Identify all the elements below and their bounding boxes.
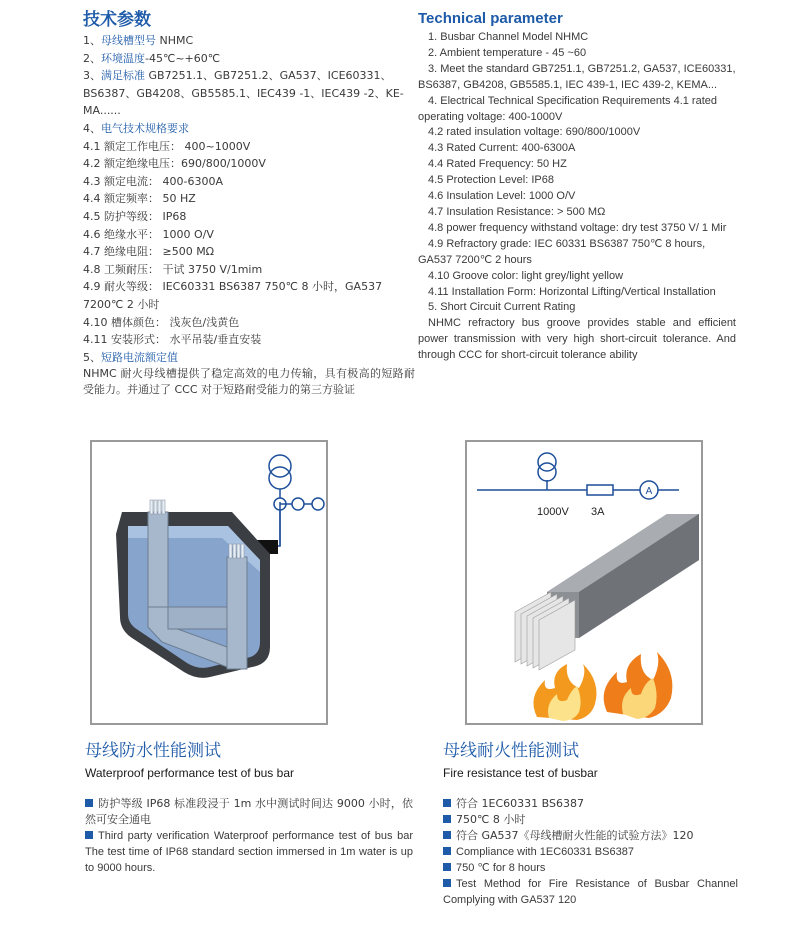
fire-caption-zh: 母线耐火性能测试 [443, 741, 579, 761]
note-item: Third party verification Waterproof performance test of bus bar The test time of IP68 standard section immersed in 1m water is up to 9000 hours. [85, 830, 413, 874]
left-paragraph: NHMC 耐火母线槽提供了稳定高效的电力传输，具有极高的短路耐受能力。并通过了 CCC 对于短路耐受能力的第三方验证 [83, 367, 415, 397]
spec-line-en: 5. Short Circuit Current Rating [428, 301, 576, 314]
waterproof-notes [85, 796, 413, 876]
square-bullet-icon [85, 831, 93, 839]
section-title-zh: 技术参数 [83, 10, 151, 30]
spec-line-en: 4. Electrical Technical Specification Requirements 4.1 rated operating voltage: 400-1000V [418, 94, 718, 123]
spec-line-en: 4.8 power frequency withstand voltage: dry test 3750 V/ 1 Mir [428, 221, 727, 234]
spec-line-en: 4.7 Insulation Resistance: > 500 MΩ [428, 205, 606, 218]
spec-line: 4.2 额定绝缘电压：690/800/1000V [83, 157, 266, 171]
current-label: 3A [591, 506, 605, 518]
spec-line-en: 4.2 rated insulation voltage: 690/800/1000V [428, 126, 641, 139]
note-item: Test Method for Fire Resistance of Busbar Channel Complying with GA537 120 [443, 878, 738, 906]
fire-notes [443, 796, 738, 908]
left-items [83, 32, 415, 138]
param-item: 2、环境温度-45℃~+60℃ [83, 51, 221, 65]
param-item: 3、满足标准 GB7251.1、GB7251.2、GA537、ICE60331、BS6387、GB4208、GB5585.1、IEC439 -1、IEC439 -2、KE-MA...... [83, 69, 404, 118]
waterproof-caption-zh: 母线防水性能测试 [85, 741, 221, 761]
square-bullet-icon [443, 847, 451, 855]
ammeter-label: A [645, 486, 653, 497]
param-item: 1、母线槽型号 NHMC [83, 34, 194, 47]
spec-line-en: 4.10 Groove color: light grey/light yellow [428, 269, 624, 282]
item-5: 5、短路电流额定值 [83, 350, 178, 364]
spec-line: 4.11 安装形式： 水平吊装/垂直安装 [83, 333, 262, 347]
spec-line: 4.4 额定频率： 50 HZ [83, 192, 196, 206]
note-item: 防护等级 IP68 标准段浸于 1m 水中测试时间达 9000 小时，依然可安全通电 [85, 797, 413, 826]
note-item: Compliance with 1EC60331 BS6387 [443, 844, 738, 860]
spec-line: 4.7 绝缘电阻： ≥500 MΩ [83, 245, 215, 259]
spec-line-en: NHMC refractory bus groove provides stable and efficient power transmission with very high short-circuit tolerance. And through CCC for short-circuit tolerance ability [418, 317, 736, 362]
spec-line: 4.1 额定工作电压： 400~1000V [83, 139, 251, 153]
right-lines [418, 30, 736, 364]
waterproof-test-diagram [92, 442, 326, 723]
spec-line: 4.6 绝缘水平： 1000 O/V [83, 227, 214, 241]
square-bullet-icon [443, 863, 451, 871]
spec-line-en: 4.4 Rated Frequency: 50 HZ [428, 158, 567, 171]
spec-line: 4.9 耐火等级： IEC60331 BS6387 750℃ 8 小时，GA537 7200℃ 2 小时 [83, 280, 383, 311]
spec-line: 4.10 槽体颜色： 浅灰色/浅黄色 [83, 315, 240, 329]
note-item: 750℃ 8 小时 [443, 812, 738, 828]
fire-caption-en: Fire resistance test of busbar [443, 766, 598, 780]
spec-line-en: 2. Ambient temperature - 45 ~60 [428, 46, 587, 59]
spec-line-en: 4.11 Installation Form: Horizontal Lifting/Vertical Installation [428, 285, 716, 298]
left-specs [83, 138, 415, 349]
spec-line-en: 1. Busbar Channel Model NHMC [428, 31, 589, 43]
spec-line-en: 4.9 Refractory grade: IEC 60331 BS6387 750℃ 8 hours, GA537 7200℃ 2 hours [418, 237, 706, 266]
fire-resistance-test-diagram [467, 442, 701, 723]
square-bullet-icon [85, 799, 93, 807]
square-bullet-icon [443, 831, 451, 839]
spec-line: 4.5 防护等级： IP68 [83, 209, 187, 223]
square-bullet-icon [443, 799, 451, 807]
fire-resistance-test-figure [465, 440, 703, 725]
note-item: 符合 1EC60331 BS6387 [443, 796, 738, 812]
right-column [418, 10, 736, 364]
spec-line: 4.3 额定电流： 400-6300A [83, 174, 223, 188]
spec-line-en: 4.3 Rated Current: 400-6300A [428, 142, 576, 155]
spec-line-en: 4.6 Insulation Level: 1000 O/V [428, 190, 576, 203]
spec-line: 4.8 工频耐压： 干试 3750 V/1mim [83, 262, 263, 276]
square-bullet-icon [443, 879, 451, 887]
voltage-label: 1000V [537, 506, 569, 518]
note-item: 750 ℃ for 8 hours [443, 860, 738, 876]
spec-line-en: 3. Meet the standard GB7251.1, GB7251.2, GA537, ICE60331, BS6387, GB4208, GB5585.1, IEC 439-1, IEC 439-2, KEMA... [418, 62, 736, 91]
left-column [83, 10, 415, 399]
param-item: 4、电气技术规格要求 [83, 121, 189, 135]
waterproof-caption-en: Waterproof performance test of bus bar [85, 766, 294, 780]
note-item: 符合 GA537《母线槽耐火性能的试验方法》120 [443, 828, 738, 844]
spec-line-en: 4.5 Protection Level: IP68 [428, 174, 554, 187]
square-bullet-icon [443, 815, 451, 823]
section-title-en: Technical parameter [418, 10, 563, 27]
waterproof-test-figure [90, 440, 328, 725]
